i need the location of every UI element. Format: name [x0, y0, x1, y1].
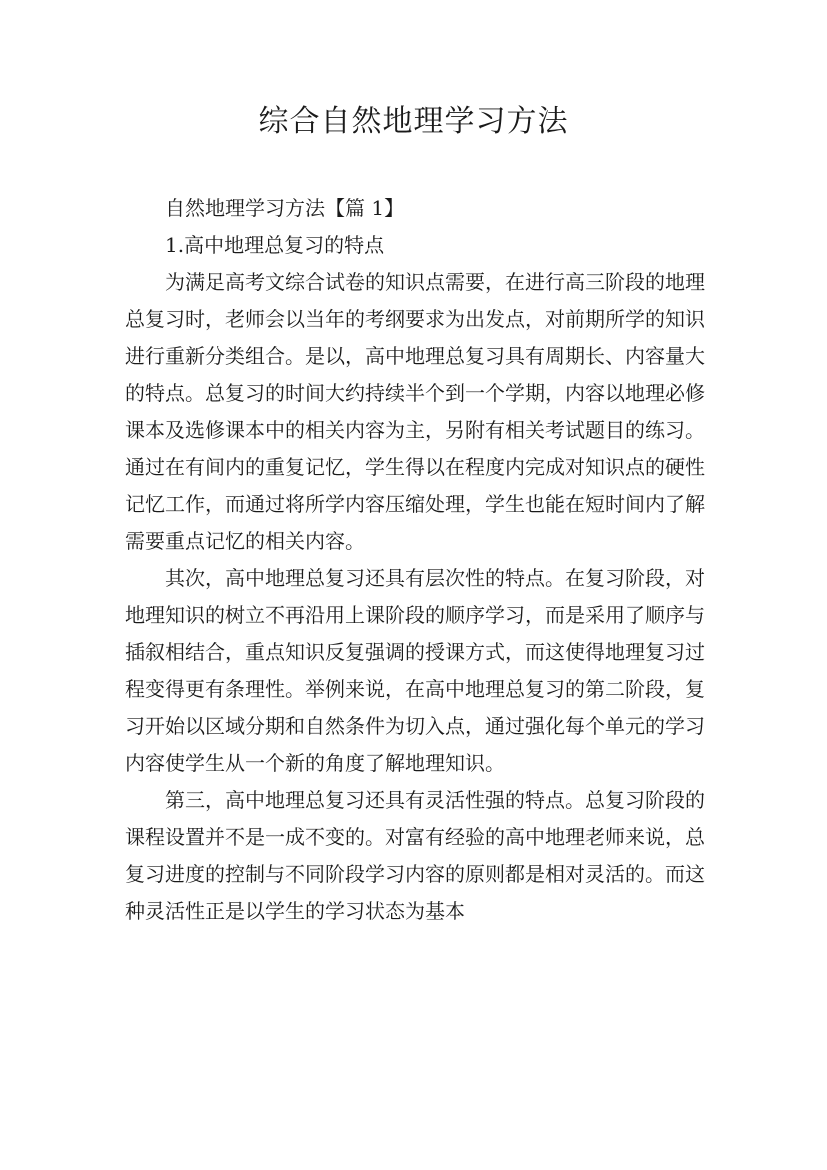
section-heading: 自然地理学习方法【篇 1】: [165, 196, 405, 220]
document-title: 综合自然地理学习方法: [258, 104, 569, 139]
paragraph-2: 其次，高中地理总复习还具有层次性的特点。在复习阶段，对地理知识的树立不再沿用上课阶段的顺序学习，而是采用了顺序与插叙相结合，重点知识反复强调的授课方式，而这使得地理复习过程变得更有条理性。举例来说，在高中地理总复习的第二阶段，复习开始以区域分期和自然条件为切入点，通过强化每个单元的学习内容使学生从一个新的角度了解地理知识。: [125, 566, 705, 775]
subsection-heading: 1.高中地理总复习的特点: [165, 233, 385, 257]
paragraph-1: 为满足高考文综合试卷的知识点需要，在进行高三阶段的地理总复习时，老师会以当年的考纲要求为出发点，对前期所学的知识进行重新分类组合。是以，高中地理总复习具有周期长、内容量大的特点。总复习的时间大约持续半个到一个学期，内容以地理必修课本及选修课本中的相关内容为主，另附有相关考试题目的练习。通过在有间内的重复记忆，学生得以在程度内完成对知识点的硬性记忆工作，而通过将所学内容压缩处理，学生也能在短时间内了解需要重点记忆的相关内容。: [125, 270, 705, 553]
document-body: [125, 190, 705, 930]
paragraph-3: 第三，高中地理总复习还具有灵活性强的特点。总复习阶段的课程设置并不是一成不变的。对富有经验的高中地理老师来说，总复习进度的控制与不同阶段学习内容的原则都是相对灵活的。而这种灵活性正是以学生的学习状态为基本: [125, 788, 705, 923]
